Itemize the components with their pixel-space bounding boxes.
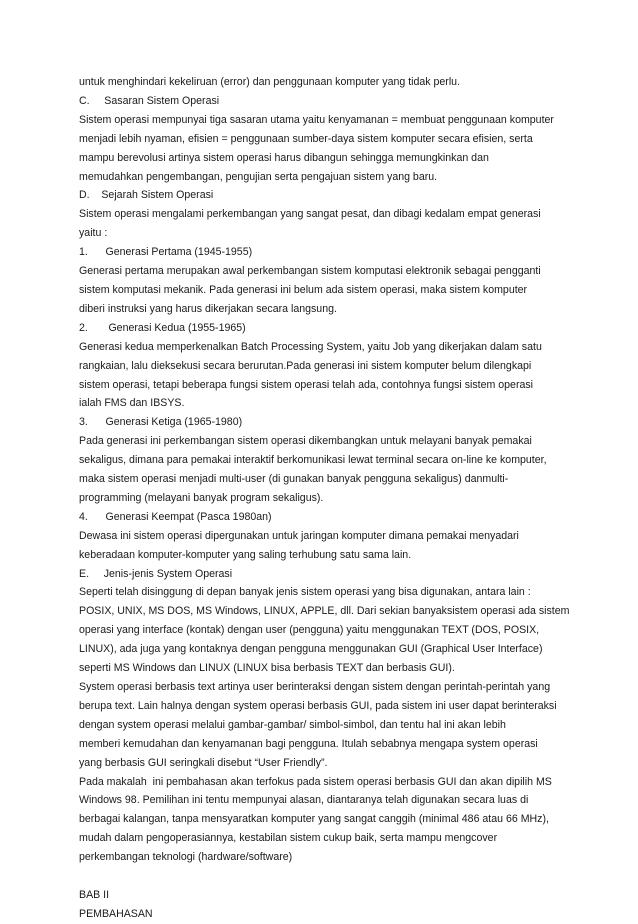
text-line: sistem operasi, tetapi beberapa fungsi sistem operasi telah ada, contohnya fungsi sistem operasi [79,378,534,391]
text-line: berupa text. Lain halnya dengan system operasi berbasis GUI, pada sistem ini user dapat berinteraksi [79,699,557,712]
list-heading: 3. Generasi Ketiga (1965-1980) [79,416,243,429]
text-line: POSIX, UNIX, MS DOS, MS Windows, LINUX, APPLE, dll. Dari sekian banyaksistem operasi ada sistem [79,605,570,618]
section-heading: E. Jenis-jenis System Operasi [79,567,233,580]
text-line: memudahkan pengembangan, pengujian serta pengajuan sistem yang baru. [79,170,438,183]
text-line: Dewasa ini sistem operasi dipergunakan untuk jaringan komputer dimana pemakai menyadari [79,529,519,542]
text-line: ialah FMS dan IBSYS. [79,397,185,410]
text-line: LINUX), ada juga yang kontaknya dengan pengguna menggunakan GUI (Graphical User Interface) [79,643,543,656]
text-line: Sistem operasi mengalami perkembangan yang sangat pesat, dan dibagi kedalam empat generasi [79,208,541,221]
section-heading: C. Sasaran Sistem Operasi [79,94,220,107]
text-line: keberadaan komputer-komputer yang saling terhubung satu sama lain. [79,548,412,561]
text-line: maka sistem operasi menjadi multi-user (di gunakan banyak pengguna sekaligus) danmulti- [79,473,509,486]
text-line: Pada generasi ini perkembangan sistem operasi dikembangkan untuk melayani banyak pemakai [79,435,532,448]
text-line: sistem komputasi mekanik. Pada generasi ini belum ada sistem operasi, maka sistem komputer [79,283,528,296]
text-line: System operasi berbasis text artinya user berinteraksi dengan sistem dengan perintah-perintah yang [79,681,551,693]
text-line: perkembangan teknologi (hardware/software) [79,851,293,864]
text-line: menjadi lebih nyaman, efisien = penggunaan sumber-daya sistem komputer secara efisien, serta [79,132,533,145]
text-line: yang berbasis GUI seringkali disebut “User Friendly”. [79,756,328,769]
text-line: mampu berevolusi artinya sistem operasi harus dibangun sehingga memungkinkan dan [79,151,489,164]
chapter-heading [79,886,579,924]
text-line: mudah dalam pengoperasiannya, kestabilan sistem cukup baik, serta mampu mengcover [79,832,498,845]
text-line: Pada makalah ini pembahasan akan terfokus pada sistem operasi berbasis GUI dan akan dipilih MS [79,775,552,788]
document-page [79,73,579,924]
text-line: dengan system operasi melalui gambar-gambar/ simbol-simbol, dan tentu hal ini akan lebih [79,718,506,731]
list-heading: 2. Generasi Kedua (1955-1965) [79,321,246,334]
text-line: diberi instruksi yang harus dikerjakan secara langsung. [79,302,337,315]
text-line: Sistem operasi mempunyai tiga sasaran utama yaitu kenyamanan = membuat penggunaan komputer [79,113,554,126]
text-line: operasi yang interface (kontak) dengan user (pengguna) yaitu menggunakan TEXT (DOS, POSIX, [79,624,540,637]
section-heading: D. Sejarah Sistem Operasi [79,189,214,202]
body-text [79,73,579,867]
text-line: yaitu : [79,227,108,240]
text-line: Windows 98. Pemilihan ini tentu mempunyai alasan, diantaranya telah digunakan secara luas di [79,794,529,807]
text-line: Generasi kedua memperkenalkan Batch Processing System, yaitu Job yang dikerjakan dalam satu [79,340,542,353]
text-line: memberi kemudahan dan kenyamanan bagi pengguna. Itulah sebabnya mengapa system operasi [79,737,538,750]
text-line: berbagai kalangan, tanpa mensyaratkan komputer yang sangat canggih (minimal 486 atau 66 MHz), [79,813,549,826]
chapter-title: PEMBAHASAN [79,907,153,920]
chapter-number: BAB II [79,888,110,901]
paragraph-gap [79,867,579,886]
text-line: untuk menghindari kekeliruan (error) dan penggunaan komputer yang tidak perlu. [79,76,461,88]
text-line: Seperti telah disinggung di depan banyak jenis sistem operasi yang bisa digunakan, antara lain : [79,586,531,599]
text-line: programming (melayani banyak program sekaligus). [79,491,324,504]
list-heading: 4. Generasi Keempat (Pasca 1980an) [79,510,272,523]
text-line: seperti MS Windows dan LINUX (LINUX bisa berbasis TEXT dan berbasis GUI). [79,662,455,675]
text-line: rangkaian, lalu dieksekusi secara berurutan.Pada generasi ini sistem komputer belum dilengkapi [79,359,532,372]
list-heading: 1. Generasi Pertama (1945-1955) [79,246,253,259]
text-line: sekaligus, dimana para pemakai interaktif berkomunikasi lewat terminal secara on-line ke komputer, [79,454,547,467]
text-line: Generasi pertama merupakan awal perkembangan sistem komputasi elektronik sebagai pengganti [79,265,541,278]
